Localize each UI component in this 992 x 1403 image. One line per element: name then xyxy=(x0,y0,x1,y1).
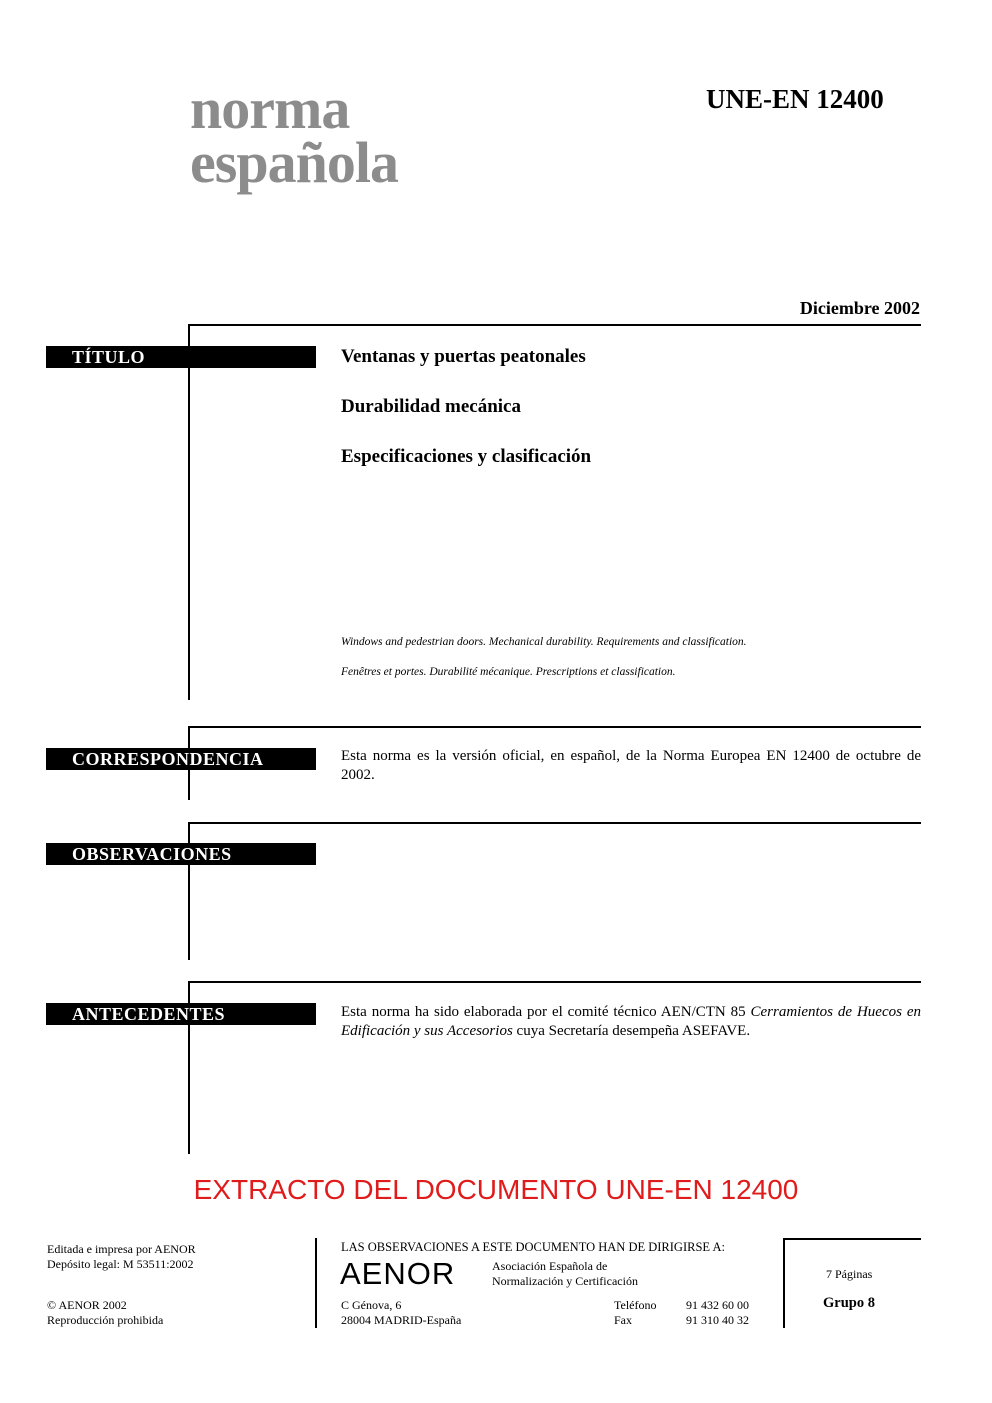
footer-copyright xyxy=(47,1298,163,1328)
brand-title xyxy=(190,76,398,195)
street: C Génova, 6 xyxy=(341,1298,402,1312)
page-count: 7 Páginas xyxy=(826,1267,873,1281)
titulo-vertical-rule xyxy=(188,324,190,700)
french-title: Fenêtres et portes. Durabilité mécanique. Prescriptions et classification. xyxy=(341,666,676,678)
standard-code: UNE-EN 12400 xyxy=(706,84,884,114)
copyright: © AENOR 2002 xyxy=(47,1298,127,1312)
footer-edition-info xyxy=(47,1242,196,1272)
correspondencia-top-rule xyxy=(188,726,921,728)
price-group: Grupo 8 xyxy=(823,1295,875,1311)
fax-label: Fax xyxy=(614,1313,632,1327)
english-title: Windows and pedestrian doors. Mechanical durability. Requirements and classification. xyxy=(341,636,747,648)
aenor-association xyxy=(492,1259,638,1289)
reproduction-notice: Reproducción prohibida xyxy=(47,1313,164,1327)
brand-line-2: española xyxy=(190,130,398,195)
fax-number: 91 310 40 32 xyxy=(686,1313,749,1327)
committee-name: Cerramientos de Huecos en Edificación y sus Accesorios xyxy=(341,1004,921,1039)
footer-divider-left xyxy=(315,1238,317,1328)
antecedentes-top-rule xyxy=(188,981,921,983)
antecedentes-text xyxy=(341,1003,921,1041)
phone-label: Teléfono xyxy=(614,1298,657,1312)
brand-line-1: norma xyxy=(190,76,350,141)
observations-heading: LAS OBSERVACIONES A ESTE DOCUMENTO HAN DE DIRIGIRSE A: xyxy=(341,1240,725,1254)
title-line-1: Ventanas y puertas peatonales xyxy=(341,346,586,367)
association-line-2: Normalización y Certificación xyxy=(492,1274,638,1288)
antecedentes-text-start: Esta norma ha sido elaborada por el comité técnico AEN/CTN 85 xyxy=(341,1004,751,1020)
observaciones-label: OBSERVACIONES xyxy=(46,843,316,865)
title-line-2: Durabilidad mecánica xyxy=(341,396,521,417)
contact-numbers xyxy=(686,1298,749,1328)
antecedentes-text-end: cuya Secretaría desempeña ASEFAVE. xyxy=(512,1023,751,1039)
association-line-1: Asociación Española de xyxy=(492,1259,608,1273)
antecedentes-label: ANTECEDENTES xyxy=(46,1003,316,1025)
extract-notice: EXTRACTO DEL DOCUMENTO UNE-EN 12400 xyxy=(193,1174,799,1205)
city: 28004 MADRID-España xyxy=(341,1313,462,1327)
edited-by: Editada e impresa por AENOR xyxy=(47,1242,196,1256)
correspondencia-text: Esta norma es la versión oficial, en español, de la Norma Europea EN 12400 de octubre de 2002. xyxy=(341,748,921,783)
legal-deposit: Depósito legal: M 53511:2002 xyxy=(47,1257,194,1271)
contact-labels xyxy=(614,1298,656,1328)
correspondencia-label: CORRESPONDENCIA xyxy=(46,748,316,770)
titulo-label: TÍTULO xyxy=(46,346,316,368)
aenor-address xyxy=(341,1298,461,1328)
title-line-3: Especificaciones y clasificación xyxy=(341,446,592,467)
pages-box-top-rule xyxy=(783,1238,921,1240)
phone-number: 91 432 60 00 xyxy=(686,1298,749,1312)
pages-box-left-rule xyxy=(783,1238,785,1328)
publication-date: Diciembre 2002 xyxy=(799,298,920,318)
aenor-logo: AENOR xyxy=(340,1256,456,1291)
titulo-top-rule xyxy=(188,324,921,326)
observaciones-top-rule xyxy=(188,822,921,824)
